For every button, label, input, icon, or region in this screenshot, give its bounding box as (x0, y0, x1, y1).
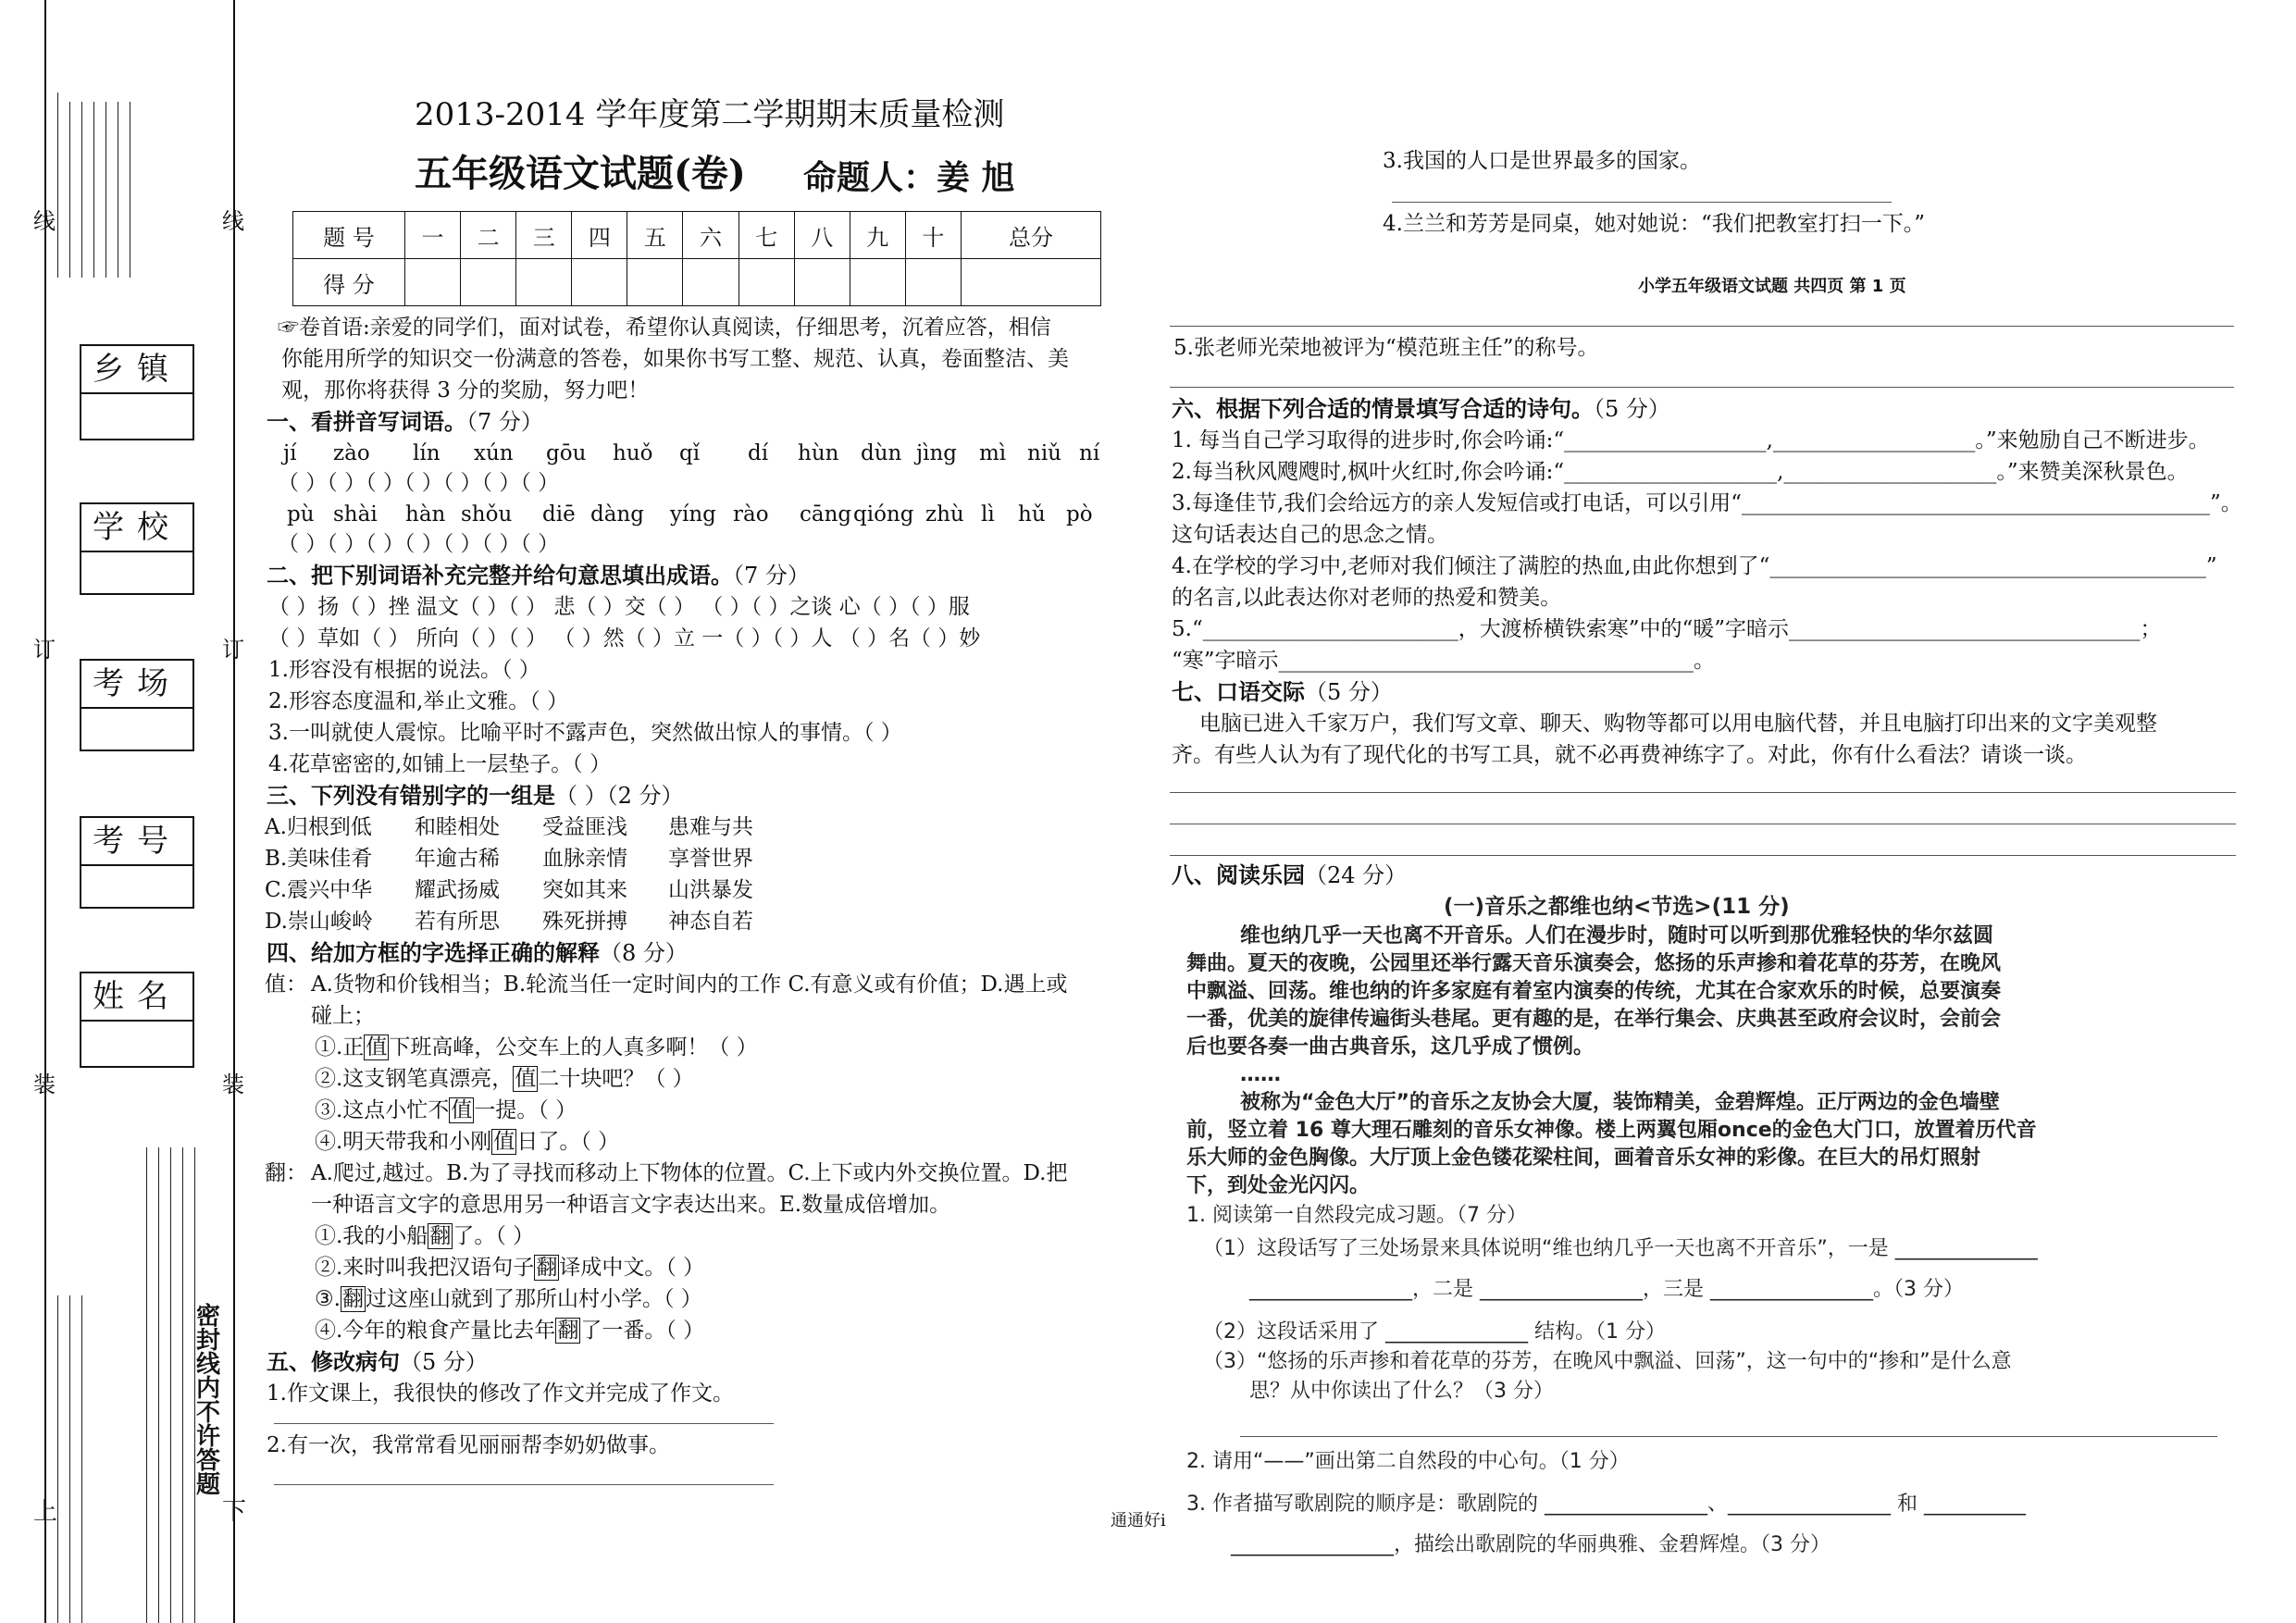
school-field[interactable]: 学校 (80, 502, 194, 595)
s6-line-8[interactable]: “寒”字暗示_______________________________________。 (1172, 649, 1716, 673)
s6-line-4: 这句话表达自己的思念之情。 (1172, 523, 1448, 547)
s2-row-2[interactable]: （ ）草如（ ） 所向（ ）（ ） （ ）然（ ）立 一（ ）（ ）人 （ ）名（ ）妙 (268, 626, 981, 650)
s8-q3a[interactable]: 3. 作者描写歌剧院的顺序是：歌剧院的 ________________、________________ 和 __________ (1186, 1493, 2026, 1516)
page-footer: 小学五年级语文试题 共四页 第 1 页 (1638, 277, 1906, 296)
intro-line-3: 观，那你将获得 3 分的奖励，努力吧！ (281, 378, 650, 403)
s4-zhi-item-2[interactable]: ②.这支钢笔真漂亮，值二十块吧？（ ） (315, 1067, 694, 1091)
s5-item-2: 2.有一次，我常常看见丽丽帮李奶奶做事。 (267, 1433, 670, 1457)
s6-line-5[interactable]: 4.在学校的学习中,老师对我们倾注了满腔的热血,由此你想到了“_________________________________________” (1172, 554, 2217, 578)
s2-item-3[interactable]: 3.一叫就使人震惊。比喻平时不露声色，突然做出惊人的事情。（ ） (268, 721, 902, 745)
s8-title: 八、阅读乐园（24 分） (1172, 861, 1408, 888)
s3-title: 三、下列没有错别字的一组是（ ）（2 分） (267, 782, 684, 809)
s4-zhi-item-4[interactable]: ④.明天带我和小刚值日了。（ ） (315, 1130, 620, 1154)
s5-item-3: 3.我国的人口是世界最多的国家。 (1383, 149, 1701, 173)
s2-item-4[interactable]: 4.花草密密的,如铺上一层垫子。（ ） (268, 752, 612, 776)
binding-label-line-right: 线 (222, 208, 244, 234)
s2-title: 二、把下别词语补充完整并给句意思填出成语。（7 分） (267, 562, 810, 588)
s8-q1-3a: （3）“悠扬的乐声掺和着花草的芬芳，在晚风中飘溢、回荡”，这一句中的“掺和”是什么意 (1203, 1350, 2012, 1373)
s8-passage-title: (一)音乐之都维也纳<节选>(11 分) (1444, 895, 1790, 919)
s5-answer-line-2[interactable] (274, 1484, 774, 1485)
s7-line-2: 齐。有些人认为有了现代化的书写工具，就不必再费神练字了。对此，你有什么看法？请谈一谈。 (1172, 743, 2087, 767)
s7-answer-line-3[interactable] (1170, 855, 2236, 856)
exam-room-field[interactable]: 考场 (80, 659, 194, 751)
s7-title: 七、口语交际（5 分） (1172, 678, 1393, 705)
s5-answer-line-1[interactable] (274, 1423, 774, 1424)
binding-up: 上 (33, 1498, 58, 1526)
s2-item-2[interactable]: 2.形容态度温和,举止文雅。（ ） (268, 689, 569, 713)
binding-down: 下 (222, 1498, 247, 1526)
binding-label-bind-right: 装 (222, 1072, 244, 1097)
s8-q2: 2. 请用“——”画出第二自然段的中心句。（1 分） (1186, 1450, 1630, 1473)
s8-q3b[interactable]: ________________，描绘出歌剧院的华丽典雅、金碧辉煌。（3 分） (1231, 1533, 1831, 1556)
s1-answer-row-1[interactable]: （ ）（ ）（ ）（ ）（ ）（ ）（ ） (278, 471, 560, 495)
s2-item-1[interactable]: 1.形容没有根据的说法。（ ） (268, 658, 540, 682)
binding-label-order-left: 订 (33, 637, 56, 663)
exam-header: 2013-2014 学年度第二学期期末质量检测 (415, 96, 1005, 133)
s4-zhi-def-1: A.货物和价钱相当；B.轮流当任一定时间内的工作 C.有意义或有价值；D.遇上或 (311, 973, 1068, 997)
s1-title: 一、看拼音写词语。（7 分） (267, 408, 543, 435)
s6-line-3[interactable]: 3.每逢佳节,我们会给远方的亲人发短信或打电话，可以引用“____________________________________________”。 (1172, 491, 2242, 515)
binding-label-order-right: 订 (222, 637, 244, 663)
s6-line-6: 的名言,以此表达你对老师的热爱和赞美。 (1172, 586, 1562, 610)
s4-title: 四、给加方框的字选择正确的解释（8 分） (267, 939, 688, 966)
s7-line-1: 电脑已进入千家万户，我们写文章、聊天、购物等都可以用电脑代替，并且电脑打印出来的文字美观整 (1199, 712, 2157, 736)
exam-author: 命题人：姜 旭 (803, 158, 1015, 197)
s6-title: 六、根据下列合适的情景填写合适的诗句。（5 分） (1172, 395, 1670, 422)
s1-answer-row-2[interactable]: （ ）（ ）（ ）（ ）（ ）（ ）（ ） (278, 532, 560, 556)
s8-q1-3b: 思？从中你读出了什么？（3 分） (1249, 1380, 1554, 1403)
intro-line-2: 你能用所学的知识交一份满意的答卷，如果你书写工整、规范、认真，卷面整洁、美 (281, 347, 1069, 371)
exam-number-field[interactable]: 考号 (80, 816, 194, 909)
s6-line-2[interactable]: 2.每当秋风飕飕时,枫叶火红时,你会吟诵:“____________________,____________________。”来赞美深秋景色。 (1172, 460, 2189, 484)
s4-zhi-item-1[interactable]: ①.正值下班高峰，公交车上的人真多啊！（ ） (315, 1035, 758, 1059)
s5-item-1: 1.作文课上，我很快的修改了作文并完成了作文。 (267, 1381, 734, 1406)
s8-q1-2[interactable]: （2）这段话采用了 ______________ 结构。（1 分） (1203, 1320, 1666, 1344)
s4-fan-def-1: A.爬过,越过。B.为了寻找而移动上下物体的位置。C.上下或内外交换位置。D.把 (311, 1161, 1068, 1185)
s8-q1-3-answer-line[interactable] (1240, 1436, 2217, 1437)
s5-answer-line-5[interactable] (1170, 387, 2234, 388)
s8-q1-1a[interactable]: （1）这段话写了三处场景来具体说明“维也纳几乎一天也离不开音乐”，一是 ______________ (1203, 1237, 2038, 1260)
no-answer-note: 密封线内不许答题 (196, 1303, 221, 1499)
s8-q1: 1. 阅读第一自然段完成习题。（7 分） (1186, 1204, 1527, 1227)
s5-item-4: 4.兰兰和芳芳是同桌，她对她说：“我们把教室打扫一下。” (1383, 212, 1925, 236)
s7-answer-line-1[interactable] (1170, 792, 2236, 793)
name-field[interactable]: 姓名 (80, 972, 194, 1068)
intro-line-1: ☞卷首语:亲爱的同学们，面对试卷，希望你认真阅读，仔细思考，沉着应答，相信 (278, 316, 1051, 340)
s4-fan-def-2: 一种语言文字的意思用另一种语言文字表达出来。E.数量成倍增加。 (311, 1193, 951, 1217)
s4-zhi-def-2: 碰上； (311, 1004, 375, 1028)
s4-fan-item-1[interactable]: ①.我的小船翻了。（ ） (315, 1224, 535, 1248)
s2-row-1[interactable]: （ ）扬（ ）挫 温文（ ）（ ） 悲（ ）交（ ） （ ）（ ）之谈 心（ ）（ ）服 (268, 595, 970, 619)
score-table: 题 号 一 二 三 四 五 六 七 八 九 十 总分 得 分 (292, 211, 1101, 306)
s5-answer-line-4[interactable] (1170, 326, 2234, 327)
s6-line-1[interactable]: 1. 每当自己学习取得的进步时,你会吟诵:“___________________,___________________。”来勉励自己不断进步。 (1172, 428, 2210, 452)
s4-zhi-head: 值： (265, 973, 307, 997)
s5-item-5: 5.张老师光荣地被评为“模范班主任”的称号。 (1173, 336, 1599, 360)
stray-text: 通通好i (1111, 1511, 1166, 1530)
binding-label-line-left: 线 (33, 208, 56, 234)
binding-label-bind-left: 装 (33, 1072, 56, 1097)
s5-title: 五、修改病句（5 分） (267, 1348, 488, 1375)
exam-title: 五年级语文试题(卷) (415, 152, 746, 195)
s8-q1-1b[interactable]: ________________，二是 ________________，三是 ________________。（3 分） (1249, 1278, 1964, 1301)
s4-zhi-item-3[interactable]: ③.这点小忙不值一提。（ ） (315, 1098, 577, 1122)
s4-fan-head: 翻： (265, 1161, 307, 1185)
s5-answer-line-3[interactable] (1392, 202, 1892, 203)
township-field[interactable]: 乡镇 (80, 344, 194, 440)
s8-ellipsis: …… (1240, 1063, 1281, 1086)
s4-fan-item-4[interactable]: ④.今年的粮食产量比去年翻了一番。（ ） (315, 1319, 705, 1343)
s4-fan-item-3[interactable]: ③.翻过这座山就到了那所山村小学。（ ） (315, 1287, 702, 1311)
s6-line-7[interactable]: 5.“________________________，大渡桥横铁索寒”中的“暖”字暗示_________________________________； (1172, 617, 2162, 641)
s4-fan-item-2[interactable]: ②.来时叫我把汉语句子翻译成中文。（ ） (315, 1256, 705, 1280)
